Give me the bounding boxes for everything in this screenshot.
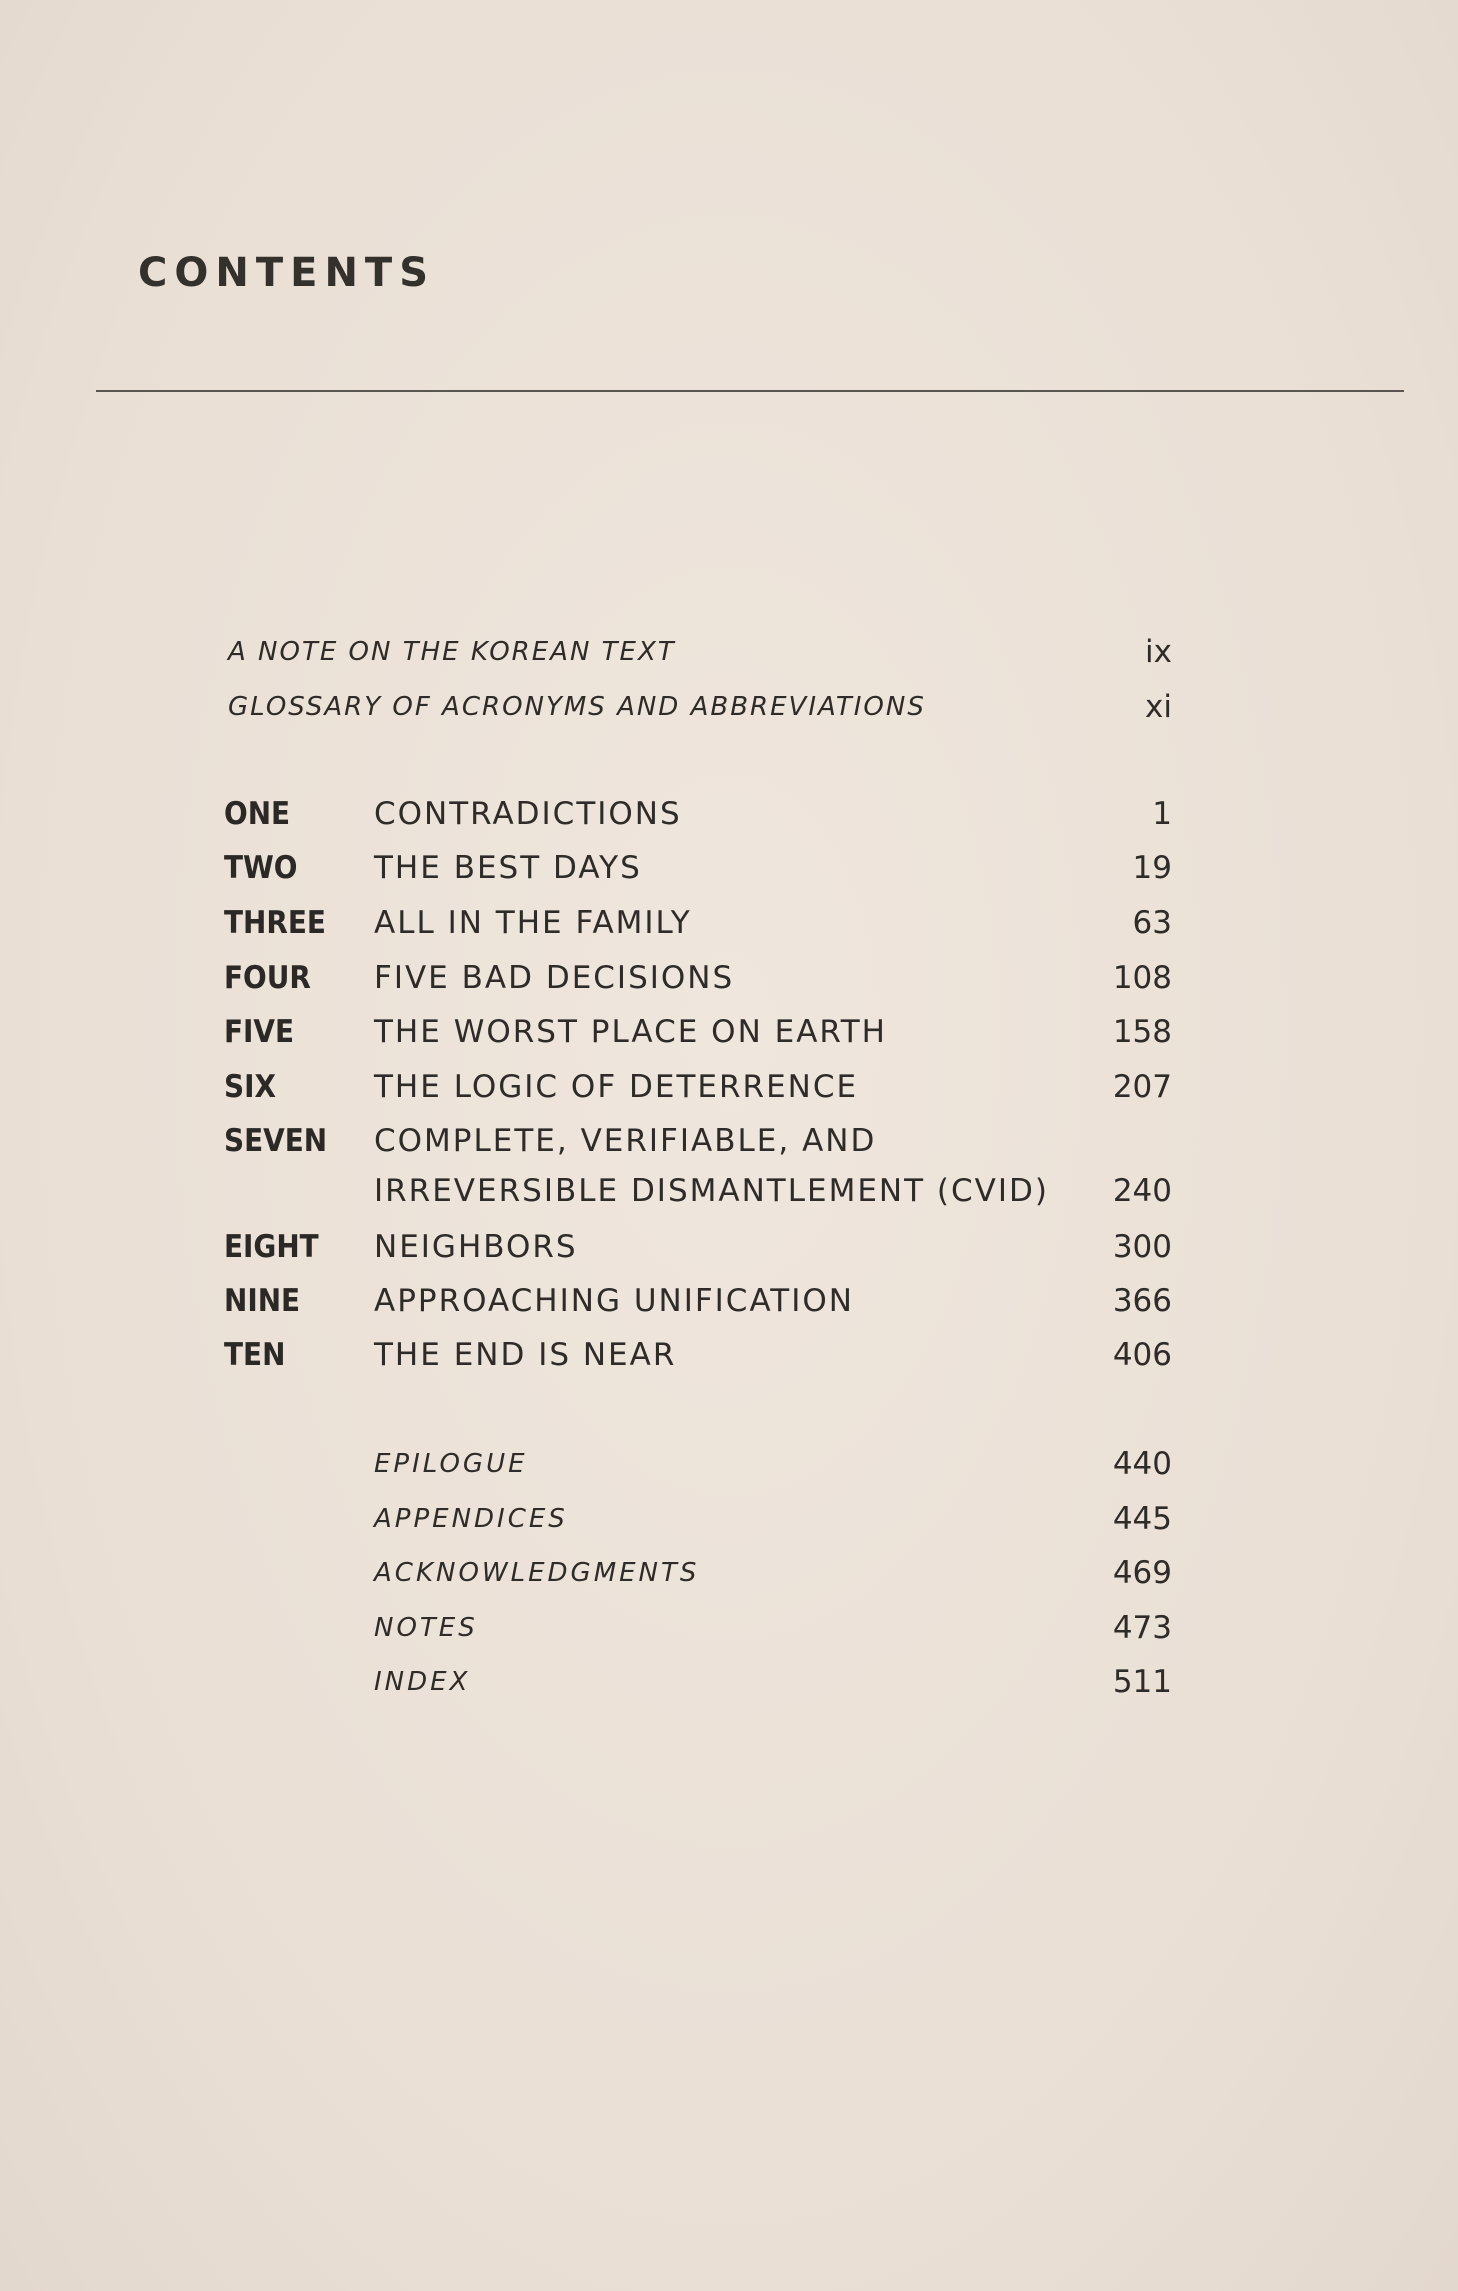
chapter-number: SEVEN — [224, 1123, 328, 1159]
toc-back-entry — [0, 1657, 1458, 1707]
chapter-title: THE WORST PLACE ON EARTH — [374, 1014, 887, 1050]
entry-page: 440 — [1112, 1446, 1172, 1482]
chapter-number: TWO — [224, 850, 298, 886]
toc-chapter-entry — [0, 1330, 1458, 1380]
chapter-number: THREE — [224, 905, 326, 941]
entry-title: APPENDICES — [374, 1504, 568, 1534]
toc-chapter-entry — [0, 1062, 1458, 1112]
entry-title: NOTES — [374, 1613, 478, 1643]
entry-title: A NOTE ON THE KOREAN TEXT — [228, 637, 676, 667]
chapter-page: 240 — [1112, 1173, 1172, 1209]
chapter-page: 158 — [1112, 1014, 1172, 1050]
toc-chapter-entry — [0, 953, 1458, 1003]
entry-title: EPILOGUE — [374, 1449, 528, 1479]
chapter-title-line2: IRREVERSIBLE DISMANTLEMENT (CVID) — [374, 1173, 1049, 1209]
chapter-number: FIVE — [224, 1014, 295, 1050]
toc-chapter-entry — [0, 789, 1458, 839]
chapter-number: SIX — [224, 1069, 276, 1105]
chapter-number: TEN — [224, 1337, 286, 1373]
entry-title: GLOSSARY OF ACRONYMS AND ABBREVIATIONS — [228, 692, 926, 722]
title-rule — [96, 390, 1404, 392]
chapter-title: FIVE BAD DECISIONS — [374, 960, 735, 996]
entry-page: 445 — [1112, 1501, 1172, 1537]
chapter-title: CONTRADICTIONS — [374, 796, 682, 832]
chapter-page: 63 — [1132, 905, 1172, 941]
toc-chapter-entry — [0, 1007, 1458, 1057]
entry-page: 469 — [1112, 1555, 1172, 1591]
chapter-title: COMPLETE, VERIFIABLE, AND — [374, 1123, 877, 1159]
entry-title: ACKNOWLEDGMENTS — [374, 1558, 700, 1588]
toc-back-entry — [0, 1494, 1458, 1544]
toc-chapter-entry — [0, 1276, 1458, 1326]
chapter-page: 406 — [1112, 1337, 1172, 1373]
page-title: CONTENTS — [138, 250, 436, 296]
toc-front-entry — [0, 682, 1458, 732]
entry-page: xi — [1145, 689, 1172, 725]
chapter-number: EIGHT — [224, 1229, 319, 1265]
entry-page: 473 — [1112, 1610, 1172, 1646]
chapter-title: THE END IS NEAR — [374, 1337, 677, 1373]
chapter-page: 19 — [1132, 850, 1172, 886]
toc-chapter-entry — [0, 1222, 1458, 1272]
chapter-page: 300 — [1112, 1229, 1172, 1265]
toc-back-entry — [0, 1548, 1458, 1598]
chapter-page: 366 — [1112, 1283, 1172, 1319]
chapter-title: NEIGHBORS — [374, 1229, 578, 1265]
entry-page: ix — [1145, 634, 1172, 670]
chapter-number: NINE — [224, 1283, 301, 1319]
chapter-page: 108 — [1112, 960, 1172, 996]
chapter-title: ALL IN THE FAMILY — [374, 905, 692, 941]
entry-page: 511 — [1112, 1664, 1172, 1700]
chapter-title: THE BEST DAYS — [374, 850, 642, 886]
toc-chapter-entry-continued — [0, 1166, 1458, 1216]
chapter-page: 1 — [1152, 796, 1172, 832]
chapter-title: APPROACHING UNIFICATION — [374, 1283, 854, 1319]
toc-back-entry — [0, 1603, 1458, 1653]
chapter-number: ONE — [224, 796, 291, 832]
toc-chapter-entry — [0, 898, 1458, 948]
chapter-title: THE LOGIC OF DETERRENCE — [374, 1069, 859, 1105]
toc-back-entry — [0, 1439, 1458, 1489]
toc-front-entry — [0, 627, 1458, 677]
chapter-page: 207 — [1112, 1069, 1172, 1105]
toc-chapter-entry — [0, 843, 1458, 893]
chapter-number: FOUR — [224, 960, 311, 996]
toc-chapter-entry — [0, 1116, 1458, 1166]
entry-title: INDEX — [374, 1667, 471, 1697]
